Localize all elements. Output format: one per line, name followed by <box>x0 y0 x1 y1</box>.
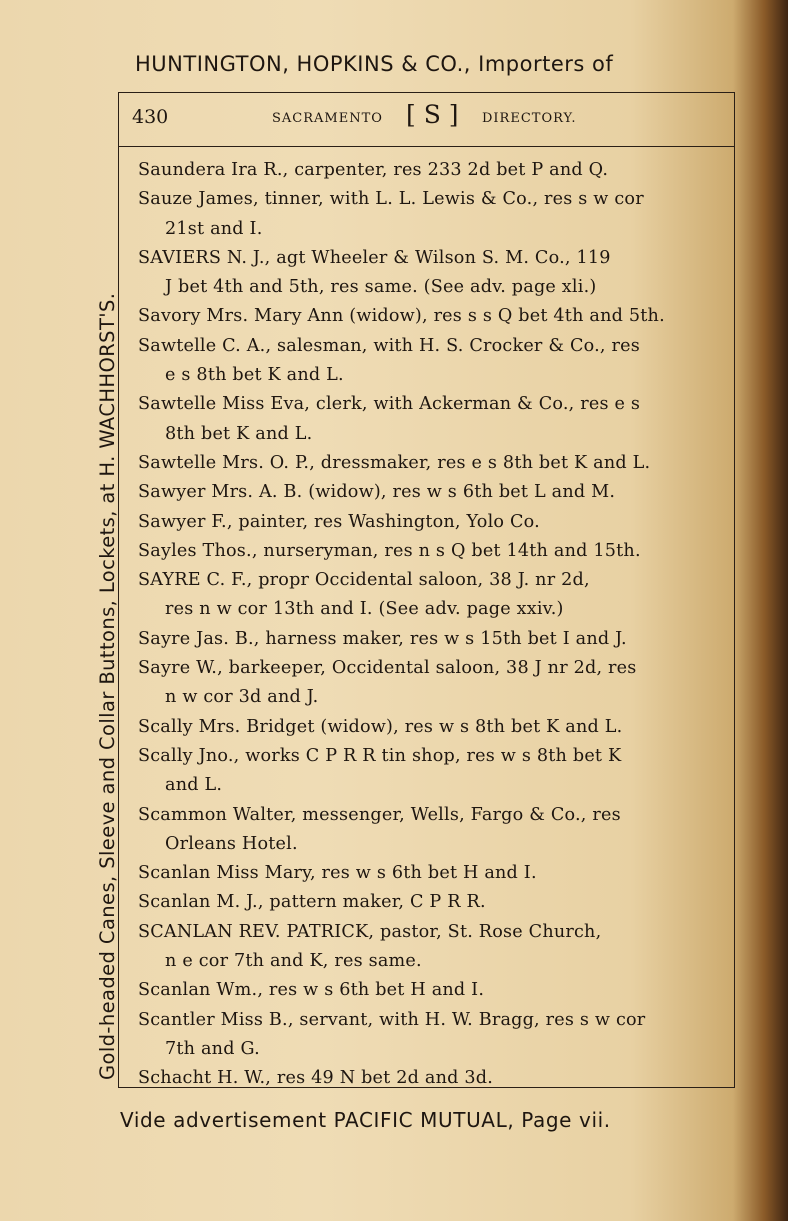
entry-line: SAYRE C. F., propr Occidental saloon, 38 J. nr 2d, <box>138 570 590 591</box>
entry-continuation: J bet 4th and 5th, res same. (See adv. page xli.) <box>165 277 597 298</box>
entry-continuation: n w cor 3d and J. <box>165 687 319 708</box>
header-letter: [ S ] <box>406 100 459 129</box>
entry-continuation: 8th bet K and L. <box>165 423 313 444</box>
entry-line: Scally Mrs. Bridget (widow), res w s 8th bet K and L. <box>138 716 623 737</box>
header-city: SACRAMENTO <box>272 111 383 126</box>
bottom-advertisement: Vide advertisement PACIFIC MUTUAL, Page vii. <box>120 1108 611 1132</box>
side-advertisement: Gold-headed Canes, Sleeve and Collar Buttons, Lockets, at H. WACHHORST'S. <box>96 292 119 1080</box>
top-advertisement: HUNTINGTON, HOPKINS & CO., Importers of <box>135 52 614 76</box>
entry-continuation: n e cor 7th and K, res same. <box>165 951 422 972</box>
entry-line: Sawtelle C. A., salesman, with H. S. Crocker & Co., res <box>138 335 640 356</box>
entry-line: Sawtelle Mrs. O. P., dressmaker, res e s 8th bet K and L. <box>138 452 651 473</box>
entry-line: Sawyer Mrs. A. B. (widow), res w s 6th bet L and M. <box>138 482 616 503</box>
entry-continuation: Orleans Hotel. <box>165 833 298 854</box>
directory-listing <box>138 156 733 1094</box>
entry-line: SCANLAN REV. PATRICK, pastor, St. Rose Church, <box>138 921 602 942</box>
entry-line: Sayles Thos., nurseryman, res n s Q bet 14th and 15th. <box>138 540 641 561</box>
entry-line: SAVIERS N. J., agt Wheeler & Wilson S. M. Co., 119 <box>138 247 611 268</box>
entry-line: Scally Jno., works C P R R tin shop, res w s 8th bet K <box>138 745 622 766</box>
header-directory: DIRECTORY. <box>482 111 577 126</box>
running-header <box>132 100 727 136</box>
entry-line: Savory Mrs. Mary Ann (widow), res s s Q bet 4th and 5th. <box>138 306 665 327</box>
entry-line: Saundera Ira R., carpenter, res 233 2d bet P and Q. <box>138 160 609 180</box>
entry-continuation: res n w cor 13th and I. (See adv. page xxiv.) <box>165 599 564 620</box>
header-rule <box>118 146 735 147</box>
entry-continuation: 21st and I. <box>165 218 263 239</box>
entry-line: Sauze James, tinner, with L. L. Lewis & Co., res s w cor <box>138 189 644 210</box>
entry-line: Sayre Jas. B., harness maker, res w s 15th bet I and J. <box>138 628 627 649</box>
entry-line: Scanlan M. J., pattern maker, C P R R. <box>138 892 486 913</box>
entry-continuation: e s 8th bet K and L. <box>165 365 344 386</box>
entry-continuation: and L. <box>165 775 223 796</box>
entry-line: Sawtelle Miss Eva, clerk, with Ackerman & Co., res e s <box>138 394 641 415</box>
entry-line: Scantler Miss B., servant, with H. W. Bragg, res s w cor <box>138 1009 646 1030</box>
entry-continuation: 7th and G. <box>165 1038 260 1059</box>
entry-line: Scanlan Wm., res w s 6th bet H and I. <box>138 980 485 1001</box>
entry-line: Sawyer F., painter, res Washington, Yolo Co. <box>138 511 540 532</box>
page-number: 430 <box>132 106 169 128</box>
entry-line: Schacht H. W., res 49 N bet 2d and 3d. <box>138 1068 494 1089</box>
entry-line: Sayre W., barkeeper, Occidental saloon, 38 J nr 2d, res <box>138 658 637 679</box>
entry-line: Scammon Walter, messenger, Wells, Fargo & Co., res <box>138 804 621 825</box>
entry-line: Scanlan Miss Mary, res w s 6th bet H and I. <box>138 863 537 884</box>
